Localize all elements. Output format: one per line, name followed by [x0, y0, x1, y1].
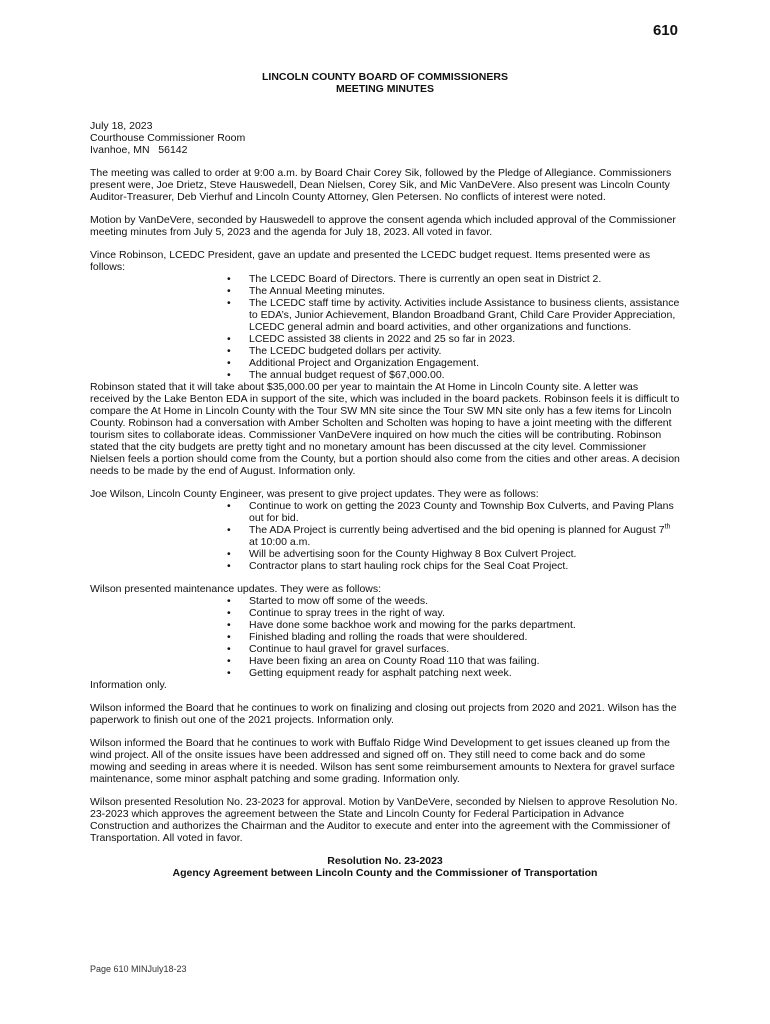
maintenance-intro-paragraph: Wilson presented maintenance updates. They were as follows: — [90, 583, 382, 595]
list-item: • Getting equipment ready for asphalt patching next week. — [249, 667, 680, 679]
meeting-meta — [90, 120, 680, 156]
wind-project-paragraph: Wilson informed the Board that he continues to work with Buffalo Ridge Wind Development to get issues cleaned up from the wind project. All of the onsite issues have been addressed and signed off on. They still need to come back and do some mowing and seeding in areas where it is needed. Wilson has sent some reimbursement amounts to Nextera for gravel surface maintenance, some minor asphalt patching and some grading. Information only. — [90, 737, 675, 785]
lcedc-intro-paragraph: Vince Robinson, LCEDC President, gave an update and presented the LCEDC budget request. Items presented were as follows: — [90, 249, 651, 273]
maintenance-items-list — [90, 595, 680, 679]
list-item: • The LCEDC staff time by activity. Activities include Assistance to business clients, assistance to EDA’s, Junior Achievement, Blandon Broadband Grant, Child Care Provider Appreciation, LCEDC general admin and board activities, and other organizations and functions. — [249, 297, 680, 333]
list-item: • Will be advertising soon for the County Highway 8 Box Culvert Project. — [249, 548, 680, 560]
list-item: • The LCEDC budgeted dollars per activity. — [249, 345, 680, 357]
resolution-title: Agency Agreement between Lincoln County and the Commissioner of Transportation — [172, 867, 598, 879]
resolution-number: Resolution No. 23-2023 — [327, 855, 443, 867]
list-item: • Started to mow off some of the weeds. — [249, 595, 680, 607]
ada-project-text: The ADA Project is currently being advertised and the bid opening is planned for August 7 — [249, 524, 665, 536]
project-items-list — [90, 500, 680, 572]
list-item: • Additional Project and Organization Engagement. — [249, 357, 680, 369]
list-item: • Contractor plans to start hauling rock chips for the Seal Coat Project. — [249, 560, 680, 572]
list-item: • Have done some backhoe work and mowing for the parks department. — [249, 619, 680, 631]
list-item: • Have been fixing an area on County Road 110 that was failing. — [249, 655, 680, 667]
board-title: LINCOLN COUNTY BOARD OF COMMISSIONERS — [262, 71, 508, 83]
information-only-note: Information only. — [90, 679, 167, 691]
lcedc-followup-paragraph: Robinson stated that it will take about $35,000.00 per year to maintain the At Home in Lincoln County site. A letter was received by the Lake Benton EDA in support of the site, which was included in the board packets. Robinson feels it is difficult to compare the At Home in Lincoln County with the Tour SW MN site since the Tour SW MN site only has a few items for Lincoln County. Robinson had a conversation with Amber Scholten and Scholten was hoping to have a joint meeting with the different tourism sites to collaborate ideas. Commissioner VanDeVere inquired on how much the cities will be contributing. Robinson stated that the city budgets are pretty tight and no monetary amount has been discussed at the city level. Commissioner Nielsen feels a portion should come from the County, but a portion should also come from the cities and other areas. A decision needs to be made by the end of August. Information only. — [90, 381, 680, 477]
list-item: • The LCEDC Board of Directors. There is currently an open seat in District 2. — [249, 273, 680, 285]
meeting-city: Ivanhoe, MN 56142 — [90, 144, 188, 156]
document-title: MEETING MINUTES — [335, 83, 434, 95]
meeting-location: Courthouse Commissioner Room — [90, 132, 246, 144]
resolution-motion-paragraph: Wilson presented Resolution No. 23-2023 for approval. Motion by VanDeVere, seconded by Nielsen to approve Resolution No. 23-2023 which approves the agreement between the State and Lincoln County for Federal Participation in Advance Construction and authorizes the Chairman and the Auditor to execute and enter into the agreement with the Commissioner of Transportation. All voted in favor. — [90, 796, 678, 844]
consent-agenda-paragraph: Motion by VanDeVere, seconded by Hauswedell to approve the consent agenda which included approval of the Commissioner meeting minutes from July 5, 2023 and the agenda for July 18, 2023. All voted in favor. — [90, 214, 676, 238]
list-item: • The Annual Meeting minutes. — [249, 285, 680, 297]
finalizing-paragraph: Wilson informed the Board that he continues to work on finalizing and closing out projects from 2020 and 2021. Wilson has the paperwork to finish out one of the 2021 projects. Information only. — [90, 702, 677, 726]
list-item: • Continue to work on getting the 2023 County and Township Box Culverts, and Paving Plans out for bid. — [249, 500, 680, 524]
list-item — [249, 524, 680, 548]
ordinal-suffix: th — [664, 523, 671, 531]
document-header — [0, 71, 770, 95]
ada-project-time: at 10:00 a.m. — [249, 536, 311, 548]
page-number: 610 — [652, 22, 678, 39]
list-item: • The annual budget request of $67,000.00. — [249, 369, 680, 381]
lcedc-items-list — [90, 273, 680, 381]
list-item: • LCEDC assisted 38 clients in 2022 and 25 so far in 2023. — [249, 333, 680, 345]
list-item: • Finished blading and rolling the roads that were shouldered. — [249, 631, 680, 643]
wilson-intro-paragraph: Joe Wilson, Lincoln County Engineer, was present to give project updates. They were as follows: — [90, 488, 539, 500]
resolution-heading — [90, 855, 680, 879]
minutes-body — [90, 120, 680, 879]
list-item: • Continue to spray trees in the right of way. — [249, 607, 680, 619]
list-item: • Continue to haul gravel for gravel surfaces. — [249, 643, 680, 655]
page-footer: Page 610 MINJuly18-23 — [90, 964, 187, 974]
meeting-date: July 18, 2023 — [90, 120, 153, 132]
call-to-order-paragraph: The meeting was called to order at 9:00 a.m. by Board Chair Corey Sik, followed by the Pledge of Allegiance. Commissioners present were, Joe Drietz, Steve Hauswedell, Dean Nielsen, Corey Sik, and Mic VanDeVere. Also present was Lincoln County Auditor-Treasurer, Deb Vierhuf and Lincoln County Attorney, Glen Petersen. No conflicts of interest were noted. — [90, 167, 672, 203]
